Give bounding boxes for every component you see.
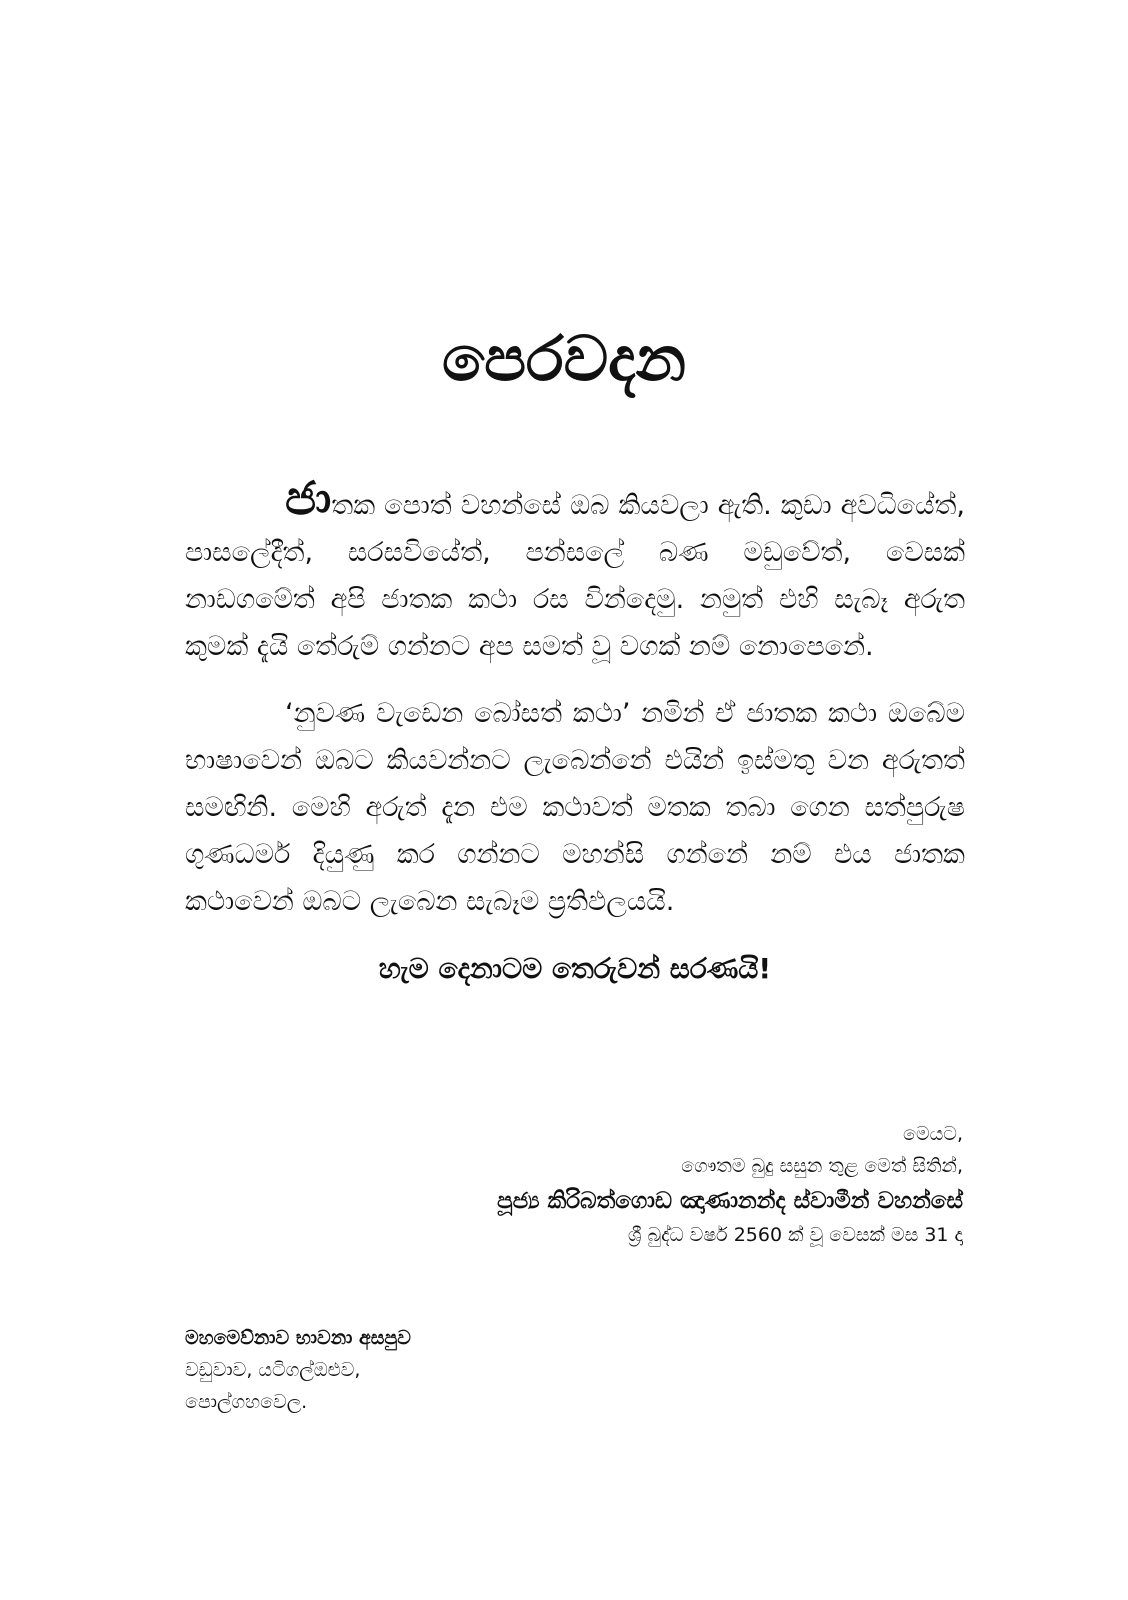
publisher-name: මහමෙව්නාව භාවනා අසපුව bbox=[185, 1327, 411, 1349]
publisher-block bbox=[185, 1322, 411, 1418]
foreword-body bbox=[185, 471, 965, 991]
signature-date: ශ්‍රී බුද්ධ වර්ෂ 2560 ක් වූ වෙසක් මස 31 දා bbox=[627, 1224, 963, 1246]
paragraph-1 bbox=[185, 471, 965, 670]
drop-cap: ජා bbox=[285, 471, 332, 525]
signature-block bbox=[203, 1118, 963, 1250]
signature-name: පූජ්‍ය කිරිබත්ගොඩ ඤාණානන්ද ස්වාමීන් වහන්සේ bbox=[497, 1188, 963, 1214]
publisher-address-2: පොල්ගහවෙල. bbox=[185, 1391, 308, 1413]
paragraph-2: ‘නුවණ වැඩෙන බෝසත් කථා’ නමින් ඒ ජාතක කථා ඔබේම භාෂාවෙන් ඔබට කියවන්නට ලැබෙන්නේ එයින් ඉස්මතු වන අරුතත් සමඟිනි. මෙහි අරුත් දැන එම කථාවත් මතක තබා ගෙන සත්පුරුෂ ගුණධර්ම දියුණු කර ගන්නට මහන්සි ගන්නේ නම් එය ජාතක කථාවෙන් ඔබට ලැබෙන සැබෑම ප්‍රතිඵලයයි. bbox=[185, 698, 965, 917]
blessing: හැම දෙනාටම තෙරුවන් සරණයි! bbox=[378, 952, 772, 985]
signature-greeting: මෙයට, bbox=[903, 1123, 963, 1145]
publisher-address-1: වඩුවාව, යටිගල්ඔළුව, bbox=[185, 1359, 361, 1381]
signature-line: ගෞතම බුදු සසුන තුළ මෙත් සිතින්, bbox=[681, 1155, 963, 1177]
page-title: පෙරවදන bbox=[441, 322, 687, 395]
paragraph-1-text: තක පොත් වහන්සේ ඔබ කියවලා ඇති. කුඩා අවධියේත්, පාසලේදීත්, සරසවියේත්, පන්සලේ බණ මඩුවේත්, වෙසක් නාඩගමේත් අපි ජාතක කථා රස වින්දෙමු. නමුත් එහි සැබෑ අරුත කුමක් දැයි තේරුම් ගන්නට අප සමත් වූ වගක් නම් නොපෙනේ. bbox=[185, 490, 965, 662]
